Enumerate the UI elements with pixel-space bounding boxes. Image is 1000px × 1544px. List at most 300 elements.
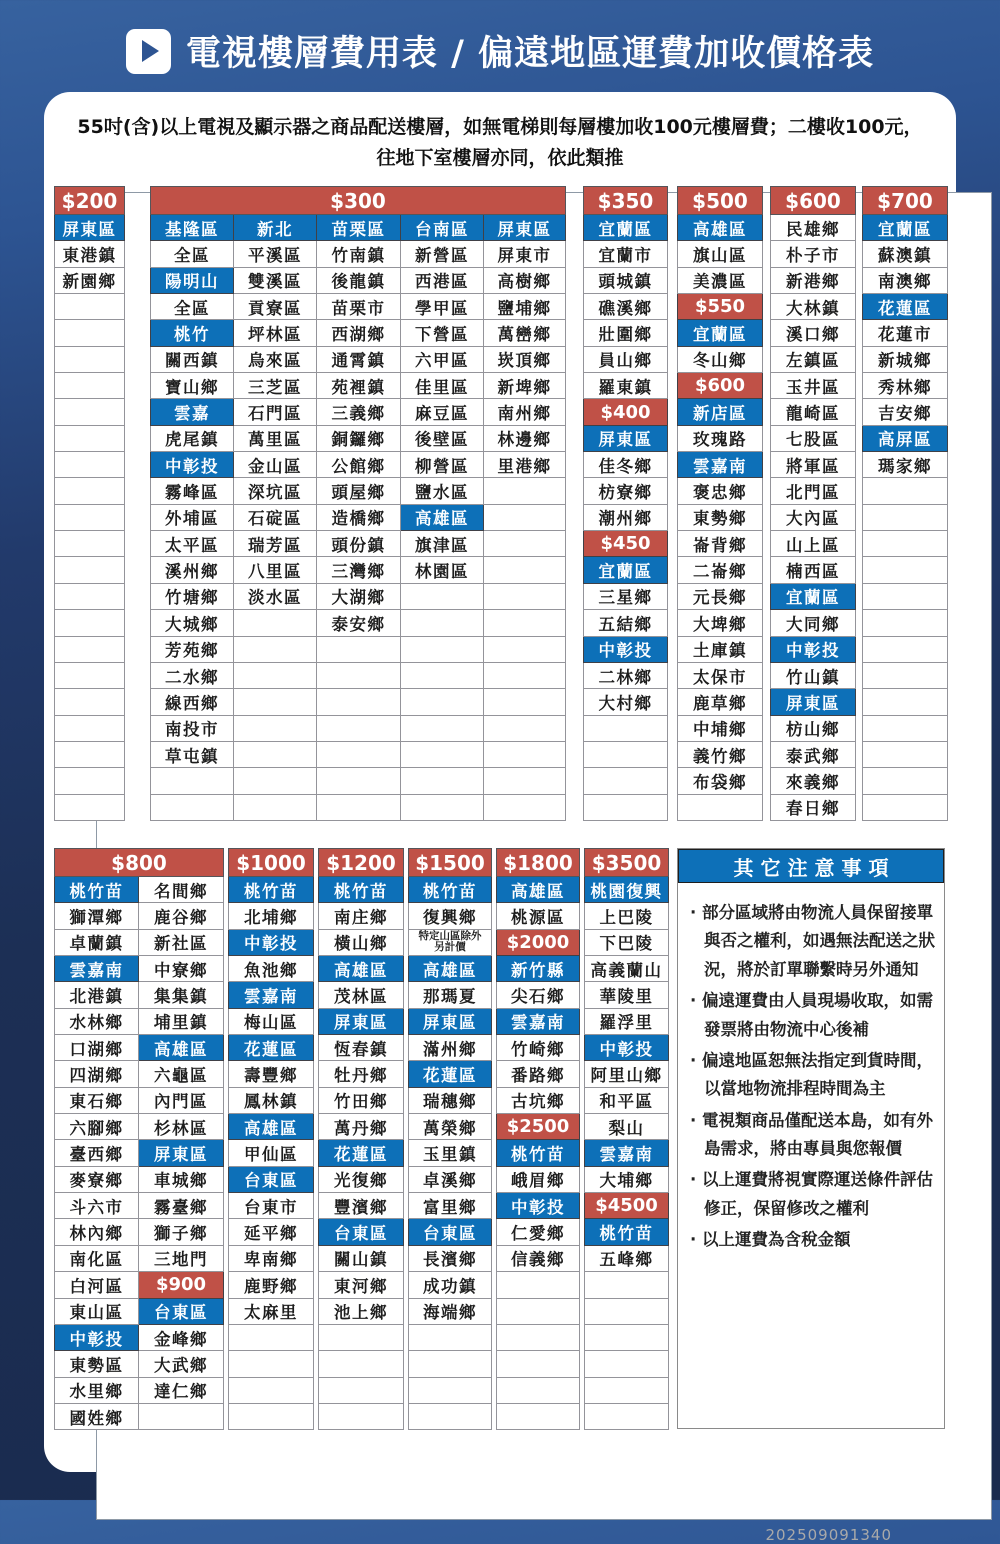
region-cell: 和平區	[585, 1087, 669, 1113]
region-cell: 雙溪區	[234, 267, 317, 293]
empty-cell	[401, 741, 484, 767]
region-cell: 公館鄉	[317, 452, 401, 478]
empty-cell	[863, 557, 948, 583]
region-cell: 大同鄉	[771, 610, 856, 636]
region-cell: 苑裡鎮	[317, 373, 401, 399]
region-cell: 土庫鎮	[678, 636, 763, 662]
empty-cell	[497, 1272, 580, 1298]
region-cell: 杉林區	[139, 1114, 224, 1140]
region-header-cell: 花蓮區	[319, 1140, 404, 1166]
region-cell: 六甲區	[401, 346, 484, 372]
region-cell: 魚池鄉	[229, 956, 314, 982]
empty-cell	[55, 373, 125, 399]
region-cell: 貢寮區	[234, 294, 317, 320]
empty-cell	[409, 1351, 492, 1377]
region-header-cell: 花蓮區	[229, 1035, 314, 1061]
empty-cell	[229, 1324, 314, 1350]
region-cell: 壽豐鄉	[229, 1061, 314, 1087]
region-cell: 池上鄉	[319, 1298, 404, 1324]
region-cell: 頭屋鄉	[317, 478, 401, 504]
region-cell: 南澳鄉	[863, 267, 948, 293]
other-notes-panel	[677, 848, 945, 1429]
play-icon	[126, 29, 171, 74]
region-header-cell: 桃竹苗	[55, 877, 139, 903]
region-cell: 後壁區	[401, 425, 484, 451]
region-cell: 員山鄉	[584, 346, 668, 372]
price-group-700	[862, 186, 948, 821]
region-cell: 仁愛鄉	[497, 1219, 580, 1245]
empty-cell	[55, 320, 125, 346]
region-header-cell: 桃竹苗	[497, 1140, 580, 1166]
region-header-cell: 桃竹苗	[585, 1219, 669, 1245]
region-cell: 金山區	[234, 452, 317, 478]
region-cell: 梨山	[585, 1114, 669, 1140]
region-cell: 東山區	[55, 1298, 139, 1324]
empty-cell	[863, 610, 948, 636]
empty-cell	[401, 636, 484, 662]
region-cell: 冬山鄉	[678, 346, 763, 372]
region-cell: 集集鎮	[139, 982, 224, 1008]
region-cell: 大林鎮	[771, 294, 856, 320]
price-header: $300	[151, 187, 566, 215]
region-header-cell: 屏東區	[584, 425, 668, 451]
price-header: $3500	[585, 849, 669, 877]
region-cell: 造橋鄉	[317, 504, 401, 530]
region-cell: 竹南鎮	[317, 241, 401, 267]
region-cell: 旗津區	[401, 531, 484, 557]
region-cell: 三星鄉	[584, 583, 668, 609]
region-cell: 平溪區	[234, 241, 317, 267]
region-note-cell: 特定山區除外 另計價	[409, 929, 492, 955]
region-cell: 麻豆區	[401, 399, 484, 425]
region-cell: 南化區	[55, 1245, 139, 1271]
region-cell: 春日鄉	[771, 794, 856, 820]
region-cell: 學甲區	[401, 294, 484, 320]
region-cell: 獅子鄉	[139, 1219, 224, 1245]
region-cell: 玉井區	[771, 373, 856, 399]
region-header-cell: 高雄區	[319, 956, 404, 982]
region-cell: 新埤鄉	[484, 373, 566, 399]
region-cell: 四湖鄉	[55, 1061, 139, 1087]
note-item: · 以上運費為含稅金額	[690, 1230, 851, 1250]
empty-cell	[234, 662, 317, 688]
region-header-cell: 台東區	[229, 1166, 314, 1192]
region-cell: 橫山鄉	[319, 929, 404, 955]
empty-cell	[55, 531, 125, 557]
region-header-cell: 雲嘉南	[55, 956, 139, 982]
region-cell: 溪州鄉	[151, 557, 234, 583]
empty-cell	[317, 715, 401, 741]
region-cell: 北埔鄉	[229, 903, 314, 929]
region-cell: 鳳林鎮	[229, 1087, 314, 1113]
price-group-800	[54, 848, 224, 1430]
empty-cell	[863, 531, 948, 557]
region-cell: 東河鄉	[319, 1272, 404, 1298]
region-cell: 長濱鄉	[409, 1245, 492, 1271]
region-cell: 富里鄉	[409, 1193, 492, 1219]
region-header-cell: 新店區	[678, 399, 763, 425]
region-cell: 二崙鄉	[678, 557, 763, 583]
empty-cell	[585, 1403, 669, 1429]
region-cell: 義竹鄉	[678, 741, 763, 767]
empty-cell	[234, 715, 317, 741]
region-cell: 二林鄉	[584, 662, 668, 688]
price-group-1800	[496, 848, 580, 1430]
region-cell: 褒忠鄉	[678, 478, 763, 504]
empty-cell	[484, 662, 566, 688]
region-cell: 外埔區	[151, 504, 234, 530]
price-cell: $550	[678, 294, 763, 320]
region-cell: 竹塘鄉	[151, 583, 234, 609]
region-cell: 霧臺鄉	[139, 1193, 224, 1219]
price-group-1200	[318, 848, 404, 1430]
price-group-1000	[228, 848, 314, 1430]
empty-cell	[863, 478, 948, 504]
region-cell: 瑞芳區	[234, 531, 317, 557]
empty-cell	[55, 662, 125, 688]
note-item: · 偏遠運費由人員現場收取，如需發票將由物流中心後補	[690, 991, 934, 1039]
region-cell: 關山鎮	[319, 1245, 404, 1271]
region-cell: 後龍鎮	[317, 267, 401, 293]
empty-cell	[484, 504, 566, 530]
empty-cell	[497, 1324, 580, 1350]
region-cell: 五峰鄉	[585, 1245, 669, 1271]
region-cell: 內門區	[139, 1087, 224, 1113]
empty-cell	[317, 662, 401, 688]
empty-cell	[234, 768, 317, 794]
empty-cell	[409, 1403, 492, 1429]
price-cell: $450	[584, 531, 668, 557]
region-cell: 高義蘭山	[585, 956, 669, 982]
region-cell: 虎尾鎮	[151, 425, 234, 451]
empty-cell	[55, 478, 125, 504]
region-header-cell: 中彰投	[55, 1324, 139, 1350]
region-header-cell: 雲嘉	[151, 399, 234, 425]
empty-cell	[484, 478, 566, 504]
price-header: $1000	[229, 849, 314, 877]
region-cell: 台東市	[229, 1193, 314, 1219]
empty-cell	[55, 557, 125, 583]
region-cell: 布袋鄉	[678, 768, 763, 794]
price-header: $500	[678, 187, 763, 215]
region-cell: 茂林區	[319, 982, 404, 1008]
region-cell: 高樹鄉	[484, 267, 566, 293]
region-cell: 銅鑼鄉	[317, 425, 401, 451]
region-cell: 宜蘭市	[584, 241, 668, 267]
region-cell: 中寮鄉	[139, 956, 224, 982]
region-cell: 延平鄉	[229, 1219, 314, 1245]
region-cell: 蘇澳鎮	[863, 241, 948, 267]
empty-cell	[484, 768, 566, 794]
price-cell: $2500	[497, 1114, 580, 1140]
region-cell: 信義鄉	[497, 1245, 580, 1271]
empty-cell	[401, 689, 484, 715]
empty-cell	[484, 741, 566, 767]
delivery-note-line1: 55吋(含)以上電視及顯示器之商品配送樓層，如無電梯則每層樓加收100元樓層費；二樓收100元，	[77, 116, 923, 138]
region-header-cell: 宜蘭區	[584, 215, 668, 241]
empty-cell	[229, 1403, 314, 1429]
region-cell: 古坑鄉	[497, 1087, 580, 1113]
region-cell: 滿州鄉	[409, 1035, 492, 1061]
region-cell: 太保市	[678, 662, 763, 688]
region-cell: 卑南鄉	[229, 1245, 314, 1271]
region-cell: 玉里鎮	[409, 1140, 492, 1166]
region-cell: 番路鄉	[497, 1061, 580, 1087]
region-cell: 頭份鎮	[317, 531, 401, 557]
region-cell: 東港鎮	[55, 241, 125, 267]
region-cell: 礁溪鄉	[584, 294, 668, 320]
empty-cell	[585, 1351, 669, 1377]
region-cell: 烏來區	[234, 346, 317, 372]
region-cell: 旗山區	[678, 241, 763, 267]
empty-cell	[317, 768, 401, 794]
price-group-1500	[408, 848, 492, 1430]
empty-cell	[863, 768, 948, 794]
price-header: $800	[55, 849, 224, 877]
region-cell: 卓溪鄉	[409, 1166, 492, 1192]
region-cell: 佳里區	[401, 373, 484, 399]
empty-cell	[234, 610, 317, 636]
empty-cell	[319, 1403, 404, 1429]
region-cell: 新城鄉	[863, 346, 948, 372]
region-cell: 成功鎮	[409, 1272, 492, 1298]
empty-cell	[584, 768, 668, 794]
region-cell: 新園鄉	[55, 267, 125, 293]
region-header-cell: 高雄區	[139, 1035, 224, 1061]
region-cell: 南投市	[151, 715, 234, 741]
region-header-cell: 屏東區	[771, 689, 856, 715]
region-header-cell: 中彰投	[229, 929, 314, 955]
region-cell: 南州鄉	[484, 399, 566, 425]
region-header-cell: 台東區	[319, 1219, 404, 1245]
region-cell: 光復鄉	[319, 1166, 404, 1192]
region-cell: 牡丹鄉	[319, 1061, 404, 1087]
region-cell: 大湖鄉	[317, 583, 401, 609]
empty-cell	[484, 557, 566, 583]
region-cell: 萬榮鄉	[409, 1114, 492, 1140]
price-cell: $600	[678, 373, 763, 399]
region-cell: 朴子市	[771, 241, 856, 267]
region-cell: 竹崎鄉	[497, 1035, 580, 1061]
empty-cell	[484, 794, 566, 820]
region-cell: 龍崎區	[771, 399, 856, 425]
region-cell: 坪林區	[234, 320, 317, 346]
region-cell: 水里鄉	[55, 1377, 139, 1403]
empty-cell	[317, 741, 401, 767]
region-cell: 鹽埔鄉	[484, 294, 566, 320]
region-cell: 玫瑰路	[678, 425, 763, 451]
empty-cell	[229, 1351, 314, 1377]
region-cell: 華陵里	[585, 982, 669, 1008]
empty-cell	[863, 504, 948, 530]
region-cell: 卓蘭鎮	[55, 929, 139, 955]
region-header-cell: 桃竹苗	[409, 877, 492, 903]
region-cell: 左鎮區	[771, 346, 856, 372]
price-group-3500	[584, 848, 669, 1430]
region-cell: 枋寮鄉	[584, 478, 668, 504]
empty-cell	[585, 1298, 669, 1324]
region-cell: 豐濱鄉	[319, 1193, 404, 1219]
empty-cell	[585, 1377, 669, 1403]
empty-cell	[319, 1351, 404, 1377]
region-cell: 阿里山鄉	[585, 1061, 669, 1087]
region-cell: 柳營區	[401, 452, 484, 478]
region-header-cell: 台南區	[401, 215, 484, 241]
region-cell: 斗六市	[55, 1193, 139, 1219]
empty-cell	[497, 1403, 580, 1429]
empty-cell	[484, 531, 566, 557]
region-cell: 太麻里	[229, 1298, 314, 1324]
region-cell: 林內鄉	[55, 1219, 139, 1245]
region-cell: 西湖鄉	[317, 320, 401, 346]
region-cell: 石碇區	[234, 504, 317, 530]
empty-cell	[863, 715, 948, 741]
region-cell: 金峰鄉	[139, 1324, 224, 1350]
region-cell: 三灣鄉	[317, 557, 401, 583]
region-cell: 元長鄉	[678, 583, 763, 609]
region-cell: 羅浮里	[585, 1008, 669, 1034]
price-header: $1500	[409, 849, 492, 877]
region-cell: 達仁鄉	[139, 1377, 224, 1403]
price-cell: $900	[139, 1272, 224, 1298]
region-cell: 溪口鄉	[771, 320, 856, 346]
empty-cell	[55, 636, 125, 662]
region-header-cell: 宜蘭區	[771, 583, 856, 609]
region-header-cell: 宜蘭區	[678, 320, 763, 346]
region-cell: 全區	[151, 241, 234, 267]
region-cell: 吉安鄉	[863, 399, 948, 425]
region-cell: 山上區	[771, 531, 856, 557]
empty-cell	[234, 636, 317, 662]
region-cell: 竹山鎮	[771, 662, 856, 688]
region-cell: 名間鄉	[139, 877, 224, 903]
region-header-cell: 花蓮區	[863, 294, 948, 320]
region-header-cell: 桃竹	[151, 320, 234, 346]
empty-cell	[139, 1403, 224, 1429]
region-cell: 瑪家鄉	[863, 452, 948, 478]
region-cell: 鹿草鄉	[678, 689, 763, 715]
empty-cell	[401, 768, 484, 794]
region-cell: 水林鄉	[55, 1008, 139, 1034]
empty-cell	[863, 636, 948, 662]
price-group-600	[770, 186, 856, 821]
region-cell: 竹田鄉	[319, 1087, 404, 1113]
region-cell: 羅東鎮	[584, 373, 668, 399]
region-cell: 大內區	[771, 504, 856, 530]
region-cell: 八里區	[234, 557, 317, 583]
price-header: $600	[771, 187, 856, 215]
region-header-cell: 桃竹苗	[229, 877, 314, 903]
region-cell: 甲仙區	[229, 1140, 314, 1166]
region-header-cell: 中彰投	[585, 1035, 669, 1061]
price-cell: $4500	[585, 1193, 669, 1219]
empty-cell	[151, 794, 234, 820]
empty-cell	[55, 425, 125, 451]
region-cell: 萬巒鄉	[484, 320, 566, 346]
region-cell: 麥寮鄉	[55, 1166, 139, 1192]
empty-cell	[317, 794, 401, 820]
empty-cell	[55, 399, 125, 425]
region-cell: 海端鄉	[409, 1298, 492, 1324]
empty-cell	[584, 715, 668, 741]
region-cell: 花蓮市	[863, 320, 948, 346]
region-header-cell: 屏東區	[55, 215, 125, 241]
empty-cell	[484, 583, 566, 609]
region-header-cell: 桃竹苗	[319, 877, 404, 903]
delivery-note-line2: 往地下室樓層亦同，依此類推	[376, 147, 624, 170]
empty-cell	[55, 504, 125, 530]
region-cell: 口湖鄉	[55, 1035, 139, 1061]
region-cell: 寶山鄉	[151, 373, 234, 399]
region-cell: 來義鄉	[771, 768, 856, 794]
region-header-cell: 高雄區	[401, 504, 484, 530]
price-group-200	[54, 186, 125, 821]
empty-cell	[678, 794, 763, 820]
empty-cell	[234, 794, 317, 820]
empty-cell	[497, 1351, 580, 1377]
region-cell: 鹿野鄉	[229, 1272, 314, 1298]
version-code: 202509091340	[765, 1526, 892, 1544]
region-header-cell: 高雄區	[678, 215, 763, 241]
price-header: $1200	[319, 849, 404, 877]
empty-cell	[497, 1377, 580, 1403]
region-cell: 泰安鄉	[317, 610, 401, 636]
region-cell: 美濃區	[678, 267, 763, 293]
region-cell: 車城鄉	[139, 1166, 224, 1192]
region-cell: 北港鎮	[55, 982, 139, 1008]
region-cell: 復興鄉	[409, 903, 492, 929]
region-cell: 二水鄉	[151, 662, 234, 688]
region-header-cell: 高雄區	[497, 877, 580, 903]
empty-cell	[317, 689, 401, 715]
price-cell: $400	[584, 399, 668, 425]
empty-cell	[863, 662, 948, 688]
region-cell: 新營區	[401, 241, 484, 267]
region-cell: 獅潭鄉	[55, 903, 139, 929]
region-cell: 下營區	[401, 320, 484, 346]
empty-cell	[55, 583, 125, 609]
region-cell: 中埔鄉	[678, 715, 763, 741]
region-cell: 屏東市	[484, 241, 566, 267]
empty-cell	[55, 741, 125, 767]
region-cell: 新社區	[139, 929, 224, 955]
region-cell: 大武鄉	[139, 1351, 224, 1377]
region-header-cell: 基隆區	[151, 215, 234, 241]
region-cell: 五結鄉	[584, 610, 668, 636]
empty-cell	[585, 1272, 669, 1298]
note-item: · 電視類商品僅配送本島，如有外島需求，將由專員與您報價	[690, 1110, 934, 1158]
region-cell: 白河區	[55, 1272, 139, 1298]
empty-cell	[584, 741, 668, 767]
region-cell: 林邊鄉	[484, 425, 566, 451]
price-group-300	[150, 186, 566, 821]
empty-cell	[229, 1377, 314, 1403]
empty-cell	[409, 1324, 492, 1350]
region-cell: 將軍區	[771, 452, 856, 478]
empty-cell	[484, 715, 566, 741]
region-cell: 三地門	[139, 1245, 224, 1271]
region-cell: 潮州鄉	[584, 504, 668, 530]
region-cell: 西港區	[401, 267, 484, 293]
region-cell: 太平區	[151, 531, 234, 557]
price-group-350	[583, 186, 668, 821]
empty-cell	[863, 583, 948, 609]
region-header-cell: 雲嘉南	[229, 982, 314, 1008]
region-header-cell: 高雄區	[229, 1114, 314, 1140]
region-cell: 尖石鄉	[497, 982, 580, 1008]
region-cell: 大城鄉	[151, 610, 234, 636]
play-triangle-icon	[142, 40, 159, 62]
